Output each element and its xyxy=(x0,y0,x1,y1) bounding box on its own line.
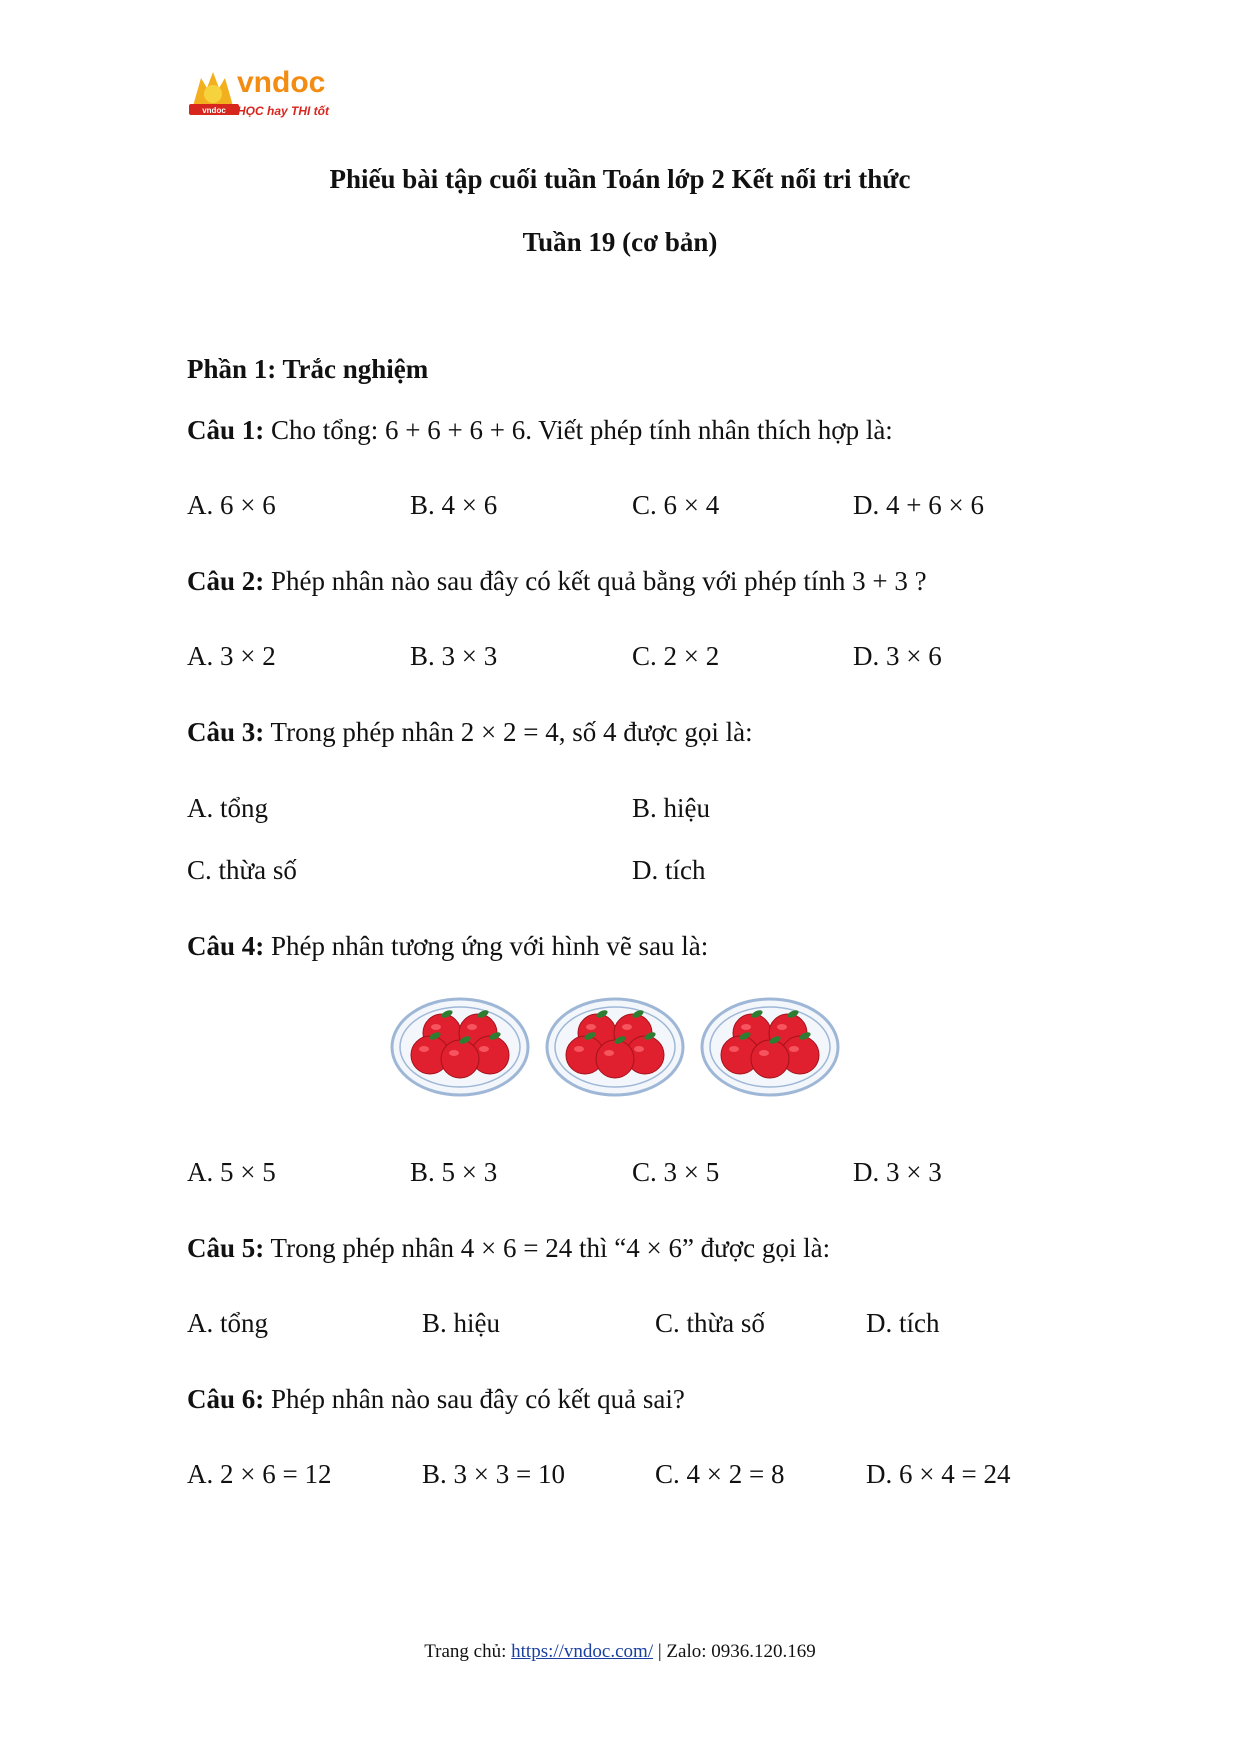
option-b: B. 5 × 3 xyxy=(410,1157,498,1187)
option-d: D. 3 × 6 xyxy=(853,641,942,671)
plate-3 xyxy=(702,999,838,1095)
logo-tagline: HỌC hay THI tốt xyxy=(237,104,329,118)
question-6 xyxy=(187,1384,685,1415)
logo-emblem-icon xyxy=(189,72,239,115)
option-c: C. 2 × 2 xyxy=(632,641,720,671)
plate-1 xyxy=(392,999,528,1095)
option-a: A. tổng xyxy=(187,793,268,823)
question-text: Phép nhân tương ứng với hình vẽ sau là: xyxy=(264,931,709,961)
question-label: Câu 2: xyxy=(187,566,265,596)
question-3 xyxy=(187,717,753,748)
question-1 xyxy=(187,415,893,446)
question-text: Phép nhân nào sau đây có kết quả bằng với phép tính 3 + 3 ? xyxy=(264,566,927,596)
question-label: Câu 1: xyxy=(187,415,265,445)
option-c: C. 3 × 5 xyxy=(632,1157,720,1187)
logo-brand: vndoc xyxy=(237,66,326,99)
option-d: D. 4 + 6 × 6 xyxy=(853,490,984,520)
page-subtitle: Tuần 19 (cơ bản) xyxy=(522,227,718,257)
option-a: A. tổng xyxy=(187,1308,268,1338)
option-d: D. 3 × 3 xyxy=(853,1157,942,1187)
option-c: C. thừa số xyxy=(187,855,297,885)
section-heading: Phần 1: Trắc nghiệm xyxy=(187,354,429,384)
option-a: A. 6 × 6 xyxy=(187,490,276,520)
page-footer xyxy=(0,1641,1240,1663)
option-a: A. 2 × 6 = 12 xyxy=(187,1459,332,1489)
option-c: C. thừa số xyxy=(655,1308,765,1338)
page-title: Phiếu bài tập cuối tuần Toán lớp 2 Kết nối tri thức xyxy=(329,164,911,194)
vndoc-logo xyxy=(187,66,347,126)
plate-2 xyxy=(547,999,683,1095)
option-c: C. 4 × 2 = 8 xyxy=(655,1459,785,1489)
question-label: Câu 4: xyxy=(187,931,265,961)
option-a: A. 3 × 2 xyxy=(187,641,276,671)
logo-badge: vndoc xyxy=(202,106,226,115)
footer-homepage-link[interactable]: https://vndoc.com/ xyxy=(511,1641,654,1662)
option-b: B. hiệu xyxy=(632,793,710,823)
footer-prefix: Trang chủ: xyxy=(424,1641,512,1662)
question-label: Câu 3: xyxy=(187,717,265,747)
option-b: B. 3 × 3 xyxy=(410,641,498,671)
question-text: Phép nhân nào sau đây có kết quả sai? xyxy=(264,1384,685,1414)
option-d: D. tích xyxy=(866,1308,940,1338)
question-4 xyxy=(187,931,708,962)
question-5 xyxy=(187,1233,830,1264)
question-text: Cho tổng: 6 + 6 + 6 + 6. Viết phép tính nhân thích hợp là: xyxy=(264,415,893,445)
question-label: Câu 6: xyxy=(187,1384,265,1414)
option-d: D. tích xyxy=(632,855,706,885)
question-2 xyxy=(187,566,927,597)
apple-plates-figure xyxy=(390,985,850,1110)
footer-contact: | Zalo: 0936.120.169 xyxy=(653,1641,816,1662)
option-c: C. 6 × 4 xyxy=(632,490,720,520)
question-text: Trong phép nhân 4 × 6 = 24 thì “4 × 6” được gọi là: xyxy=(264,1233,831,1263)
question-label: Câu 5: xyxy=(187,1233,265,1263)
option-b: B. 4 × 6 xyxy=(410,490,498,520)
question-text: Trong phép nhân 2 × 2 = 4, số 4 được gọi là: xyxy=(264,717,753,747)
option-b: B. 3 × 3 = 10 xyxy=(422,1459,565,1489)
option-a: A. 5 × 5 xyxy=(187,1157,276,1187)
option-b: B. hiệu xyxy=(422,1308,500,1338)
option-d: D. 6 × 4 = 24 xyxy=(866,1459,1011,1489)
